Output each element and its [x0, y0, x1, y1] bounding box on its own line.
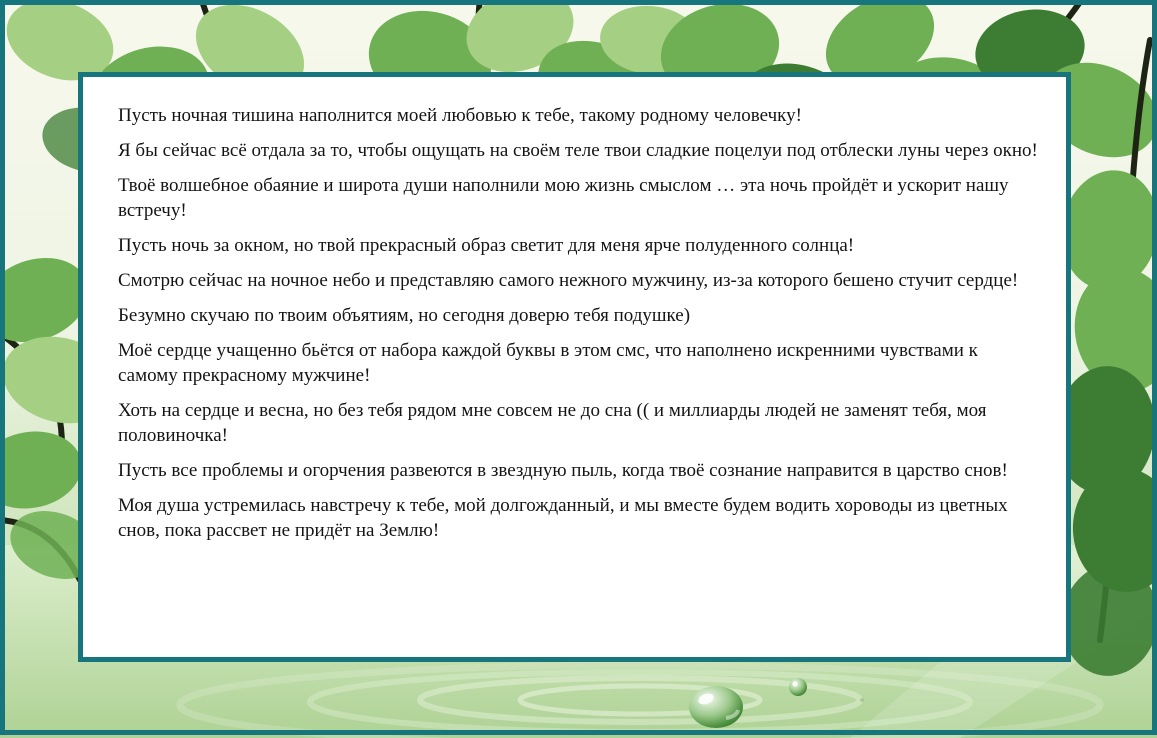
water-droplet-small [789, 678, 807, 696]
message-paragraph: Смотрю сейчас на ночное небо и представляю самого нежного мужчину, из-за которого бешено стучит сердце! [118, 270, 1019, 291]
message-paragraph: Хоть на сердце и весна, но без тебя рядом мне совсем не до сна (( и миллиарды людей не заменят тебя, моя половиночка! [118, 400, 987, 446]
message-paragraph: Я бы сейчас всё отдала за то, чтобы ощущать на своём теле твои сладкие поцелуи под отблески луны через окно! [118, 140, 1038, 161]
message-paragraph: Моё сердце учащенно бьётся от набора каждой буквы в этом смс, что наполнено искренними чувствами к самому прекрасному мужчине! [118, 340, 978, 386]
message-paragraph: Твоё волшебное обаяние и широта души наполнили мою жизнь смыслом … эта ночь пройдёт и ускорит нашу встречу! [118, 175, 1009, 221]
message-paragraph: Пусть ночная тишина наполнится моей любовью к тебе, такому родному человечку! [118, 105, 802, 126]
message-paragraph: Безумно скучаю по твоим объятиям, но сегодня доверю тебя подушке) [118, 305, 691, 326]
message-card [78, 72, 1071, 662]
message-paragraph: Пусть все проблемы и огорчения развеются в звездную пыль, когда твоё сознание направится в царство снов! [118, 460, 1008, 481]
message-paragraph: Моя душа устремилась навстречу к тебе, мой долгожданный, и мы вместе будем водить хороводы из цветных снов, пока рассвет не придёт на Землю! [118, 495, 1008, 541]
water-droplet-large [689, 686, 743, 728]
message-paragraph: Пусть ночь за окном, но твой прекрасный образ светит для меня ярче полуденного солнца! [118, 235, 855, 256]
water-speck [860, 698, 864, 702]
